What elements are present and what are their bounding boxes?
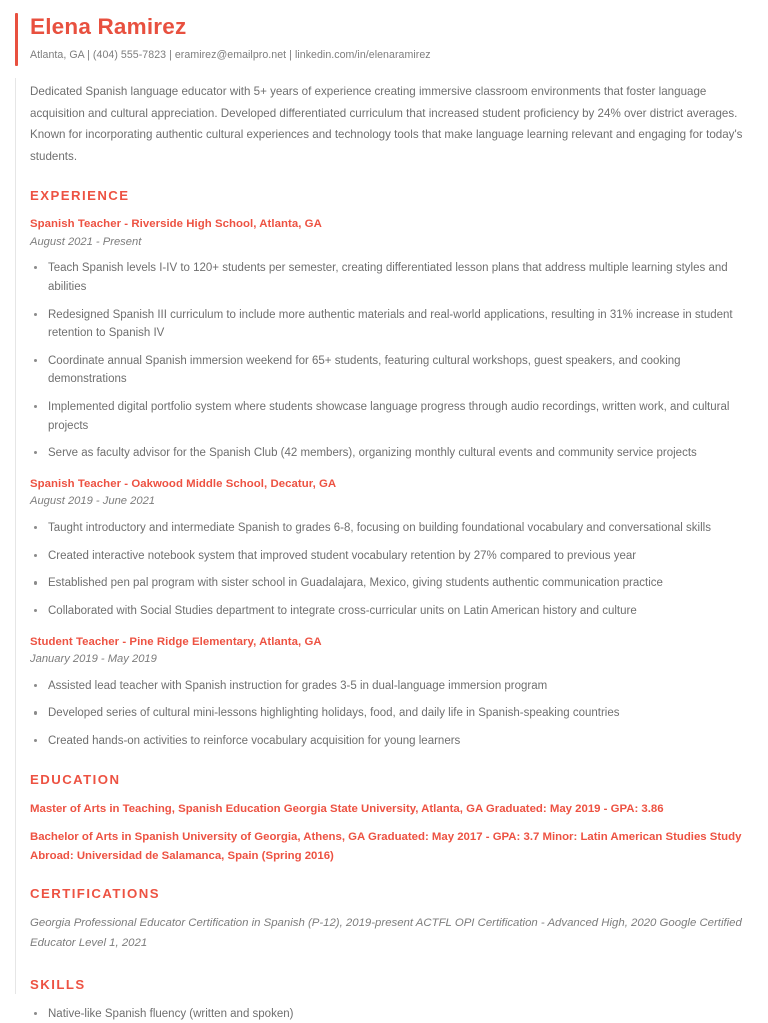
bullet-text: Developed series of cultural mini-lessons highlighting holidays, food, and daily life in Spanish-speaking countries [48, 707, 620, 720]
section-heading-education: EDUCATION [30, 771, 121, 787]
bullet-text: Redesigned Spanish III curriculum to include more authentic materials and real-world applications, resulting in 31% increase in student retention to Spanish IV [48, 308, 733, 340]
bullet-text: Serve as faculty advisor for the Spanish Club (42 members), organizing monthly cultural events and community service projects [48, 447, 697, 460]
bullet-text: Native-like Spanish fluency (written and spoken) [48, 1007, 294, 1020]
bullet-dot-icon [34, 711, 37, 714]
job-title: Student Teacher - Pine Ridge Elementary, Atlanta, GA [30, 635, 322, 648]
job-dates: August 2021 - Present [30, 235, 142, 248]
list-item [30, 547, 746, 566]
bullet-text: Collaborated with Social Studies department to integrate cross-curricular units on Latin American history and culture [48, 604, 637, 617]
list-item [30, 732, 746, 751]
contact-line: Atlanta, GA | (404) 555-7823 | eramirez@emailpro.net | linkedin.com/in/elenaramirez [30, 48, 431, 61]
list-item [30, 398, 746, 435]
list-item [30, 519, 746, 538]
bullet-text: Teach Spanish levels I-IV to 120+ students per semester, creating differentiated lesson plans that address multiple learning styles and abilities [48, 262, 728, 293]
list-item [30, 1005, 746, 1023]
resume-header [0, 0, 768, 62]
bullet-text: Created hands-on activities to reinforce vocabulary acquisition for young learners [48, 735, 461, 748]
education-entry: Master of Arts in Teaching, Spanish Education Georgia State University, Atlanta, GA Graduated: May 2019 - GPA: 3.86 [30, 802, 664, 815]
certifications-text: Georgia Professional Educator Certification in Spanish (P-12), 2019-present ACTFL OPI Certification - Advanced High, 2020 Google Certified Educator Level 1, 2021 [30, 917, 742, 950]
bullet-dot-icon [34, 405, 37, 408]
section-skills [30, 977, 746, 1023]
list-item [30, 352, 746, 389]
job-bullet-list [30, 677, 746, 751]
bullet-dot-icon [34, 554, 37, 557]
bullet-text: Implemented digital portfolio system where students showcase language progress through audio recordings, written work, and cultural projects [48, 401, 730, 432]
bullet-text: Coordinate annual Spanish immersion weekend for 65+ students, featuring cultural workshops, guest speakers, and cooking demonstrations [48, 354, 681, 386]
job-title: Spanish Teacher - Oakwood Middle School, Decatur, GA [30, 477, 337, 490]
section-experience [30, 188, 746, 751]
job-dates: January 2019 - May 2019 [30, 653, 157, 666]
list-item [30, 444, 746, 463]
list-item [30, 259, 746, 296]
bullet-text: Established pen pal program with sister school in Guadalajara, Mexico, giving students authentic communication practice [48, 577, 663, 590]
bullet-dot-icon [34, 451, 37, 454]
bullet-dot-icon [34, 313, 37, 316]
professional-summary: Dedicated Spanish language educator with 5+ years of experience creating immersive classroom environments that foster language acquisition and cultural appreciation. Developed differentiated curriculum that increased student proficiency by 24% over district averages. Known for incorporating authentic cultural experiences and technology tools that make language learning relevant and engaging for today's students. [30, 85, 743, 163]
job-bullet-list [30, 259, 746, 463]
list-item [30, 574, 746, 593]
bullet-dot-icon [34, 1012, 37, 1015]
bullet-text: Created interactive notebook system that improved student vocabulary retention by 27% compared to previous year [48, 549, 637, 562]
bullet-text: Assisted lead teacher with Spanish instruction for grades 3-5 in dual-language immersion program [48, 679, 548, 692]
bullet-dot-icon [34, 359, 37, 362]
section-heading-skills: SKILLS [30, 976, 86, 992]
bullet-dot-icon [34, 526, 37, 529]
job-dates: August 2019 - June 2021 [30, 495, 156, 508]
section-certifications [30, 886, 746, 953]
section-education [30, 772, 746, 866]
education-entry: Bachelor of Arts in Spanish University of Georgia, Athens, GA Graduated: May 2017 - GPA: 3.7 Minor: Latin American Studies Study Abroad: Universidad de Salamanca, Spain (Spring 2016) [30, 830, 742, 862]
job-title: Spanish Teacher - Riverside High School, Atlanta, GA [30, 218, 322, 231]
bullet-dot-icon [34, 739, 37, 742]
skills-bullet-list [30, 1005, 746, 1023]
header-accent-bar [15, 13, 18, 66]
page-title: Elena Ramirez [30, 14, 187, 39]
experience-entry [30, 216, 746, 463]
bullet-text: Taught introductory and intermediate Spanish to grades 6-8, focusing on building foundational vocabulary and conversational skills [48, 522, 711, 535]
list-item [30, 602, 746, 621]
experience-entry [30, 634, 746, 751]
section-heading-certifications: CERTIFICATIONS [30, 886, 160, 902]
list-item [30, 306, 746, 343]
job-bullet-list [30, 519, 746, 621]
section-heading-experience: EXPERIENCE [30, 188, 130, 204]
list-item [30, 704, 746, 723]
list-item [30, 677, 746, 696]
bullet-dot-icon [34, 266, 37, 269]
experience-entry [30, 476, 746, 621]
bullet-dot-icon [34, 684, 37, 687]
bullet-dot-icon [34, 581, 37, 584]
bullet-dot-icon [34, 609, 37, 612]
resume-body [0, 81, 768, 1023]
